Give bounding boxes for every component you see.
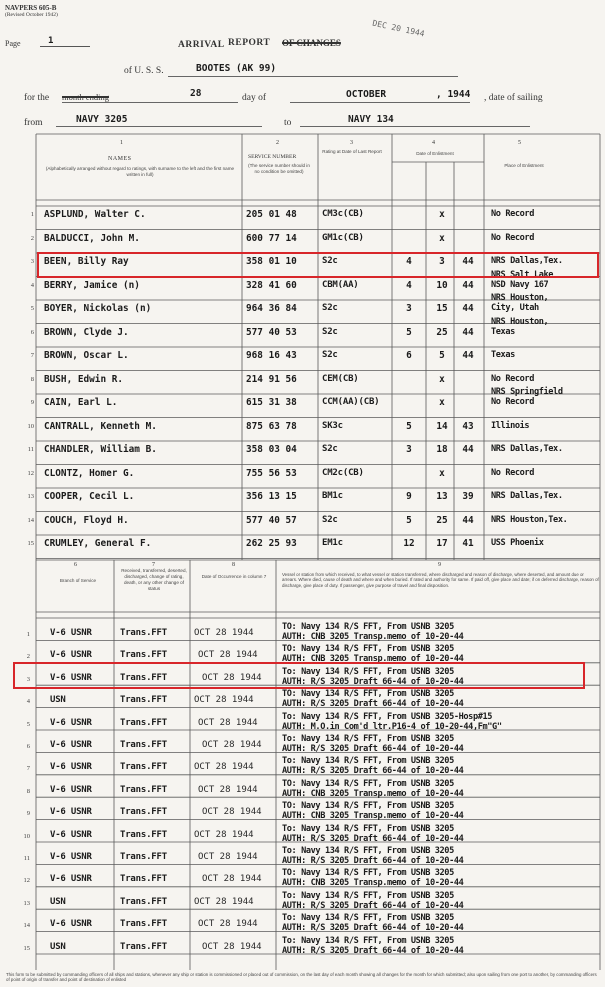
personnel-name: BALDUCCI, John M. xyxy=(44,232,140,244)
enlist-year: 44 xyxy=(462,256,474,267)
enlist-day: x xyxy=(439,209,445,220)
transfer-authority: AUTH: CNB 3205 Transp.memo of 10-20-44 xyxy=(282,654,464,665)
branch-of-service: V-6 USNR xyxy=(50,628,92,638)
place-of-enlistment: No Record xyxy=(491,397,534,407)
enlist-year: 44 xyxy=(462,350,474,361)
page-number: 1 xyxy=(48,36,54,46)
date-of-occurrence: OCT 28 1944 xyxy=(198,784,258,795)
row-number: 4 xyxy=(26,698,30,706)
rating: S2c xyxy=(322,256,338,266)
service-number: 964 36 84 xyxy=(246,303,297,314)
rating: S2c xyxy=(322,350,338,360)
footer-note: This form to be submitted by commanding officers of all ships and stations, whenever any ship or station is commissioned or placed out of commission, on the last day of each month showing all changes for the month for which submitted; also upon sailing from one port to another, by commanding officers of point of origin of transfer and point of destination of enlisted xyxy=(6,972,597,982)
place-of-enlistment: No Record xyxy=(491,232,534,243)
transfer-authority: AUTH: CNB 3205 Transp.memo of 10-20-44 xyxy=(282,788,464,799)
date-of-occurrence: OCT 28 1944 xyxy=(198,650,258,661)
service-number: 600 77 14 xyxy=(246,232,297,244)
enlist-day: 18 xyxy=(436,444,448,455)
enlist-day: 15 xyxy=(436,303,448,314)
personnel-name: BUSH, Edwin R. xyxy=(44,373,124,385)
transfer-authority: AUTH: R/S 3205 Draft 66-44 of 10-20-44 xyxy=(282,676,464,687)
enlist-year: 44 xyxy=(462,514,474,526)
col2-title: SERVICE NUMBER xyxy=(248,154,297,160)
row-number: 1 xyxy=(26,631,30,638)
from-value: NAVY 3205 xyxy=(76,114,128,125)
personnel-name: CLONTZ, Homer G. xyxy=(44,467,135,479)
day-value: 28 xyxy=(190,88,202,99)
branch-of-service: USN xyxy=(50,896,66,907)
row-number: 10 xyxy=(27,422,34,430)
change-of-status: Trans.FFT xyxy=(120,672,167,683)
enlist-month: 4 xyxy=(406,256,412,267)
rating: S2c xyxy=(322,514,338,525)
branch-of-service: V-6 USNR xyxy=(50,807,92,818)
service-number: 328 41 60 xyxy=(246,279,297,291)
transfer-to: TO: Navy 134 R/S FFT, From USNB 3205 xyxy=(282,801,454,812)
transfer-authority: AUTH: R/S 3205 Draft 66-44 of 10-20-44 xyxy=(282,856,464,866)
date-of-occurrence: OCT 28 1944 xyxy=(198,717,258,728)
transfer-to: To: Navy 134 R/S FFT, From USNB 3205 xyxy=(282,890,454,901)
year-value: , 1944 xyxy=(436,89,471,100)
enlist-month: 4 xyxy=(406,279,412,291)
change-of-status: Trans.FFT xyxy=(120,807,167,818)
transfer-authority: AUTH: R/S 3205 Draft 66-44 of 10-20-44 xyxy=(282,833,464,844)
col5-number: 5 xyxy=(518,140,521,146)
row-number: 10 xyxy=(23,832,30,840)
enlist-day: 3 xyxy=(439,256,445,267)
transfer-authority: AUTH: R/S 3205 Draft 66-44 of 10-20-44 xyxy=(282,699,464,710)
transfer-to: To: Navy 134 R/S FFT, From USNB 3205 xyxy=(282,935,454,946)
transfer-to: To: Navy 134 R/S FFT, From USNB 3205 xyxy=(282,913,454,924)
rating: S2c xyxy=(322,444,338,454)
ship-name: BOOTES (AK 99) xyxy=(196,63,277,74)
change-of-status: Trans.FFT xyxy=(120,740,167,750)
service-number: 875 63 78 xyxy=(246,420,297,432)
row-number: 14 xyxy=(27,516,34,524)
enlist-month: 5 xyxy=(406,420,412,432)
service-number: 356 13 15 xyxy=(246,491,297,502)
to-label: to xyxy=(284,118,292,128)
service-number: 577 40 53 xyxy=(246,326,297,338)
date-of-occurrence: OCT 28 1944 xyxy=(202,672,262,683)
personnel-name: CHANDLER, William B. xyxy=(44,444,157,455)
change-of-status: Trans.FFT xyxy=(120,829,167,840)
place-of-enlistment: NSD Navy 167 xyxy=(491,279,549,290)
day-of-label: day of xyxy=(242,93,267,103)
col8-title: Date of Occurrence in column 7 xyxy=(201,574,267,579)
enlist-month: 12 xyxy=(403,538,415,549)
change-of-status: Trans.FFT xyxy=(120,717,167,728)
transfer-authority: AUTH: R/S 3205 Draft 66-44 of 10-20-44 xyxy=(282,945,464,956)
change-of-status: Trans.FFT xyxy=(120,874,167,885)
branch-of-service: V-6 USNR xyxy=(50,919,92,930)
row-number: 15 xyxy=(23,944,30,952)
transfer-to: TO: Navy 134 R/S FFT, From USNB 3205 xyxy=(282,868,454,879)
enlist-day: 17 xyxy=(436,538,448,549)
row-number: 6 xyxy=(30,328,34,336)
row-number: 7 xyxy=(26,765,30,773)
date-of-occurrence: OCT 28 1944 xyxy=(194,628,254,638)
rating: CEM(CB) xyxy=(322,373,359,384)
enlist-day: x xyxy=(439,232,445,244)
col8-number: 8 xyxy=(232,562,235,568)
branch-of-service: V-6 USNR xyxy=(50,762,92,773)
personnel-name: ASPLUND, Walter C. xyxy=(44,209,146,220)
col6-number: 6 xyxy=(74,562,77,568)
transfer-authority: AUTH: CNB 3205 Transp.memo of 10-20-44 xyxy=(282,878,464,889)
date-of-occurrence: OCT 28 1944 xyxy=(194,896,254,907)
row-number: 8 xyxy=(26,787,30,795)
place-of-enlistment: City, Utah xyxy=(491,303,539,313)
place-of-enlistment: NRS Houston,Tex. xyxy=(491,514,568,525)
transfer-authority: AUTH: CNB 3205 Transp.memo of 10-20-44 xyxy=(282,632,464,642)
date-of-sailing-label: , date of sailing xyxy=(484,93,543,103)
title-struck: OF CHANGES xyxy=(282,38,341,48)
title-arrival: ARRIVAL xyxy=(178,40,225,50)
personnel-name: BROWN, Clyde J. xyxy=(44,326,129,338)
service-number: 615 31 38 xyxy=(246,397,297,408)
enlist-day: 5 xyxy=(439,350,445,361)
enlist-day: x xyxy=(439,397,445,408)
col4-number: 4 xyxy=(432,140,435,146)
row-number: 9 xyxy=(26,810,30,818)
branch-of-service: USN xyxy=(50,695,66,706)
place-of-enlistment: No Record xyxy=(491,209,534,219)
place-of-enlistment: No Record xyxy=(491,373,534,384)
date-of-occurrence: OCT 28 1944 xyxy=(202,740,262,750)
col3-number: 3 xyxy=(350,140,353,146)
place-of-enlistment: NRS Dallas,Tex. xyxy=(491,491,563,501)
row-number: 2 xyxy=(30,234,34,242)
row-number: 5 xyxy=(30,305,34,312)
month-ending-struck: month ending xyxy=(62,92,109,102)
place-of-enlistment-continued: NRS Houston, xyxy=(491,316,549,327)
form-revised: (Revised October 1942) xyxy=(5,12,58,18)
col4-title: Date of Enlistment xyxy=(416,151,454,156)
enlist-year: 44 xyxy=(462,444,474,455)
form-number: NAVPERS 605-B xyxy=(5,4,57,12)
rating: CM2c(CB) xyxy=(322,467,364,478)
row-number: 13 xyxy=(23,899,30,907)
received-stamp: DEC 20 1944 xyxy=(371,18,426,39)
service-number: 214 91 56 xyxy=(246,373,297,385)
branch-of-service: V-6 USNR xyxy=(50,650,92,661)
col3-title: Rating at Date of Last Report xyxy=(322,149,382,154)
rating: CBM(AA) xyxy=(322,279,359,290)
branch-of-service: V-6 USNR xyxy=(50,740,92,750)
row-number: 11 xyxy=(27,446,34,453)
enlist-year: 41 xyxy=(462,538,474,549)
highlight-box-upper xyxy=(37,252,599,278)
transfer-authority: AUTH: R/S 3205 Draft 66-44 of 10-20-44 xyxy=(282,923,464,934)
col1-number: 1 xyxy=(120,140,123,146)
service-number: 577 40 57 xyxy=(246,514,297,526)
place-of-enlistment: Texas xyxy=(491,326,515,337)
place-of-enlistment: Texas xyxy=(491,350,515,360)
branch-of-service: V-6 USNR xyxy=(50,784,92,795)
transfer-authority: AUTH: R/S 3205 Draft 66-44 of 10-20-44 xyxy=(282,766,464,777)
change-of-status: Trans.FFT xyxy=(120,919,167,930)
service-number: 358 03 04 xyxy=(246,444,297,455)
place-of-enlistment: No Record xyxy=(491,467,534,478)
rating: SK3c xyxy=(322,420,343,431)
transfer-to: TO: Navy 134 R/S FFT, From USNB 3205 xyxy=(282,689,454,700)
transfer-authority: AUTH: R/S 3205 Draft 66-44 of 10-20-44 xyxy=(282,900,464,911)
transfer-to: TO: Navy 134 R/S FFT, From USNB 3205 xyxy=(282,778,454,789)
personnel-name: BEEN, Billy Ray xyxy=(44,256,129,267)
enlist-day: 14 xyxy=(436,420,448,432)
col7-number: 7 xyxy=(152,562,155,568)
row-number: 8 xyxy=(30,375,34,383)
col2-subtitle: (The service number should in no condition be omitted) xyxy=(248,163,310,174)
personnel-name: BROWN, Oscar L. xyxy=(44,350,129,361)
enlist-month: 3 xyxy=(406,303,412,314)
from-label: from xyxy=(24,118,43,128)
col5-title: Place of Enlistment xyxy=(504,163,544,168)
place-of-enlistment-continued: NRS Springfield xyxy=(491,387,563,397)
row-number: 13 xyxy=(27,493,34,500)
transfer-to: TO: Navy 134 R/S FFT, From USNB 3205 xyxy=(282,622,454,632)
enlist-day: 10 xyxy=(436,279,448,291)
enlist-day: x xyxy=(439,373,445,385)
change-of-status: Trans.FFT xyxy=(120,896,167,907)
date-of-occurrence: OCT 28 1944 xyxy=(194,695,254,706)
change-of-status: Trans.FFT xyxy=(120,784,167,795)
personnel-name: COUCH, Floyd H. xyxy=(44,514,129,526)
rating: CM3c(CB) xyxy=(322,209,364,219)
service-number: 205 01 48 xyxy=(246,209,297,220)
date-of-occurrence: OCT 28 1944 xyxy=(202,807,262,818)
enlist-year: 44 xyxy=(462,279,474,291)
enlist-year: 44 xyxy=(462,303,474,314)
row-number: 3 xyxy=(30,258,34,265)
place-of-enlistment-continued: NRS Houston, xyxy=(491,293,549,303)
enlist-day: 25 xyxy=(436,326,448,338)
for-the-label: for the xyxy=(24,93,50,103)
transfer-to: To: Navy 134 R/S FFT, From USNB 3205 xyxy=(282,734,454,744)
row-number: 5 xyxy=(26,720,30,728)
personnel-name: CANTRALL, Kenneth M. xyxy=(44,420,157,432)
date-of-occurrence: OCT 28 1944 xyxy=(194,762,254,773)
col6-title: Branch of Service xyxy=(59,578,97,583)
personnel-name: BOYER, Nickolas (n) xyxy=(44,303,152,314)
enlist-year: 39 xyxy=(462,491,474,502)
row-number: 14 xyxy=(23,922,30,930)
change-of-status: Trans.FFT xyxy=(120,852,167,862)
place-of-enlistment-continued: NRS Salt Lake xyxy=(491,269,554,280)
service-number: 755 56 53 xyxy=(246,467,297,479)
branch-of-service: USN xyxy=(50,941,66,952)
transfer-to: To: Navy 134 R/S FFT, From USNB 3205 xyxy=(282,846,454,856)
personnel-name: COOPER, Cecil L. xyxy=(44,491,135,502)
change-of-status: Trans.FFT xyxy=(120,628,167,638)
row-number: 9 xyxy=(30,399,34,406)
to-value: NAVY 134 xyxy=(348,114,394,125)
service-number: 358 01 10 xyxy=(246,256,297,267)
date-of-occurrence: OCT 28 1944 xyxy=(202,941,262,952)
change-of-status: Trans.FFT xyxy=(120,762,167,773)
col7-title: Received, transferred, deserted, discharged, change of rating, death, or any other change of status xyxy=(121,568,187,591)
date-of-occurrence: OCT 28 1944 xyxy=(202,874,262,885)
place-of-enlistment: NRS Dallas,Tex. xyxy=(491,444,563,454)
enlist-month: 5 xyxy=(406,326,412,338)
rating: EM1c xyxy=(322,538,343,548)
personnel-name: CRUMLEY, General F. xyxy=(44,538,152,549)
row-number: 4 xyxy=(30,281,34,289)
transfer-to: To: Navy 134 R/S FFT, From USNB 3205 xyxy=(282,666,454,677)
highlight-box-lower xyxy=(13,662,585,689)
row-number: 12 xyxy=(27,469,34,477)
service-number: 262 25 93 xyxy=(246,538,297,549)
date-of-occurrence: OCT 28 1944 xyxy=(194,829,254,840)
change-of-status: Trans.FFT xyxy=(120,650,167,661)
row-number: 2 xyxy=(26,653,30,661)
col1-subtitle: (Alphabetically arranged without regard to ratings, with surname to the left and the first name written in full) xyxy=(45,166,235,177)
place-of-enlistment: NRS Dallas,Tex. xyxy=(491,256,563,266)
branch-of-service: V-6 USNR xyxy=(50,672,92,683)
of-uss-label: of U. S. S. xyxy=(124,66,164,76)
enlist-day: 25 xyxy=(436,514,448,526)
change-of-status: Trans.FFT xyxy=(120,695,167,706)
col1-title: NAMES xyxy=(108,156,132,162)
page-label: Page xyxy=(5,39,21,48)
place-of-enlistment: Illinois xyxy=(491,420,530,431)
service-number: 968 16 43 xyxy=(246,350,297,361)
transfer-to: To: Navy 134 R/S FFT, From USNB 3205-Hosp#15 xyxy=(282,711,493,722)
enlist-year: 44 xyxy=(462,326,474,338)
row-number: 6 xyxy=(26,743,30,750)
row-number: 1 xyxy=(30,211,34,218)
personnel-name: BERRY, Jamice (n) xyxy=(44,279,140,291)
rating: S2c xyxy=(322,303,338,313)
enlist-day: x xyxy=(439,467,445,479)
transfer-authority: AUTH: M.O.in Com'd ltr.P16-4 of 10-20-44,Fm"G" xyxy=(282,721,502,732)
title-report: REPORT xyxy=(228,38,271,48)
enlist-month: 9 xyxy=(406,491,412,502)
enlist-month: 3 xyxy=(406,444,412,455)
rating: GM1c(CB) xyxy=(322,232,364,243)
col9-number: 9 xyxy=(438,562,441,568)
branch-of-service: V-6 USNR xyxy=(50,717,92,728)
month-value: OCTOBER xyxy=(346,89,387,100)
transfer-to: To: Navy 134 R/S FFT, From USNB 3205 xyxy=(282,823,454,834)
col2-number: 2 xyxy=(276,140,279,146)
enlist-month: 5 xyxy=(406,514,412,526)
branch-of-service: V-6 USNR xyxy=(50,829,92,840)
transfer-to: TO: Navy 134 R/S FFT, From USNB 3205 xyxy=(282,644,454,655)
col9-title: Vessel or station from which received, to what vessel or station transferred, where discharged and reason of discharge, where deserted, and amount due or arrears. Where died, cause of death and where and when buried. If rated and authority for same. If paid off, give place and date; if on deferred discharge, reason of discharge, give place of duty. If passenger, give purpose of travel and final disposition. xyxy=(282,572,599,588)
row-number: 7 xyxy=(30,352,34,359)
branch-of-service: V-6 USNR xyxy=(50,874,92,885)
personnel-name: CAIN, Earl L. xyxy=(44,397,118,408)
rating: S2c xyxy=(322,326,338,337)
transfer-authority: AUTH: R/S 3205 Draft 66-44 of 10-20-44 xyxy=(282,744,464,754)
place-of-enlistment: USS Phoenix xyxy=(491,538,544,548)
enlist-month: 6 xyxy=(406,350,412,361)
transfer-authority: AUTH: CNB 3205 Transp.memo of 10-20-44 xyxy=(282,811,464,822)
row-number: 15 xyxy=(27,540,34,547)
row-number: 3 xyxy=(26,675,30,683)
enlist-day: 13 xyxy=(436,491,448,502)
rating: CCM(AA)(CB) xyxy=(322,397,380,407)
rating: BM1c xyxy=(322,491,343,501)
row-number: 11 xyxy=(23,855,30,862)
date-of-occurrence: OCT 28 1944 xyxy=(198,919,258,930)
transfer-to: To: Navy 134 R/S FFT, From USNB 3205 xyxy=(282,756,454,767)
enlist-year: 43 xyxy=(462,420,474,432)
branch-of-service: V-6 USNR xyxy=(50,852,92,862)
row-number: 12 xyxy=(23,877,30,885)
change-of-status: Trans.FFT xyxy=(120,941,167,952)
date-of-occurrence: OCT 28 1944 xyxy=(198,852,258,862)
